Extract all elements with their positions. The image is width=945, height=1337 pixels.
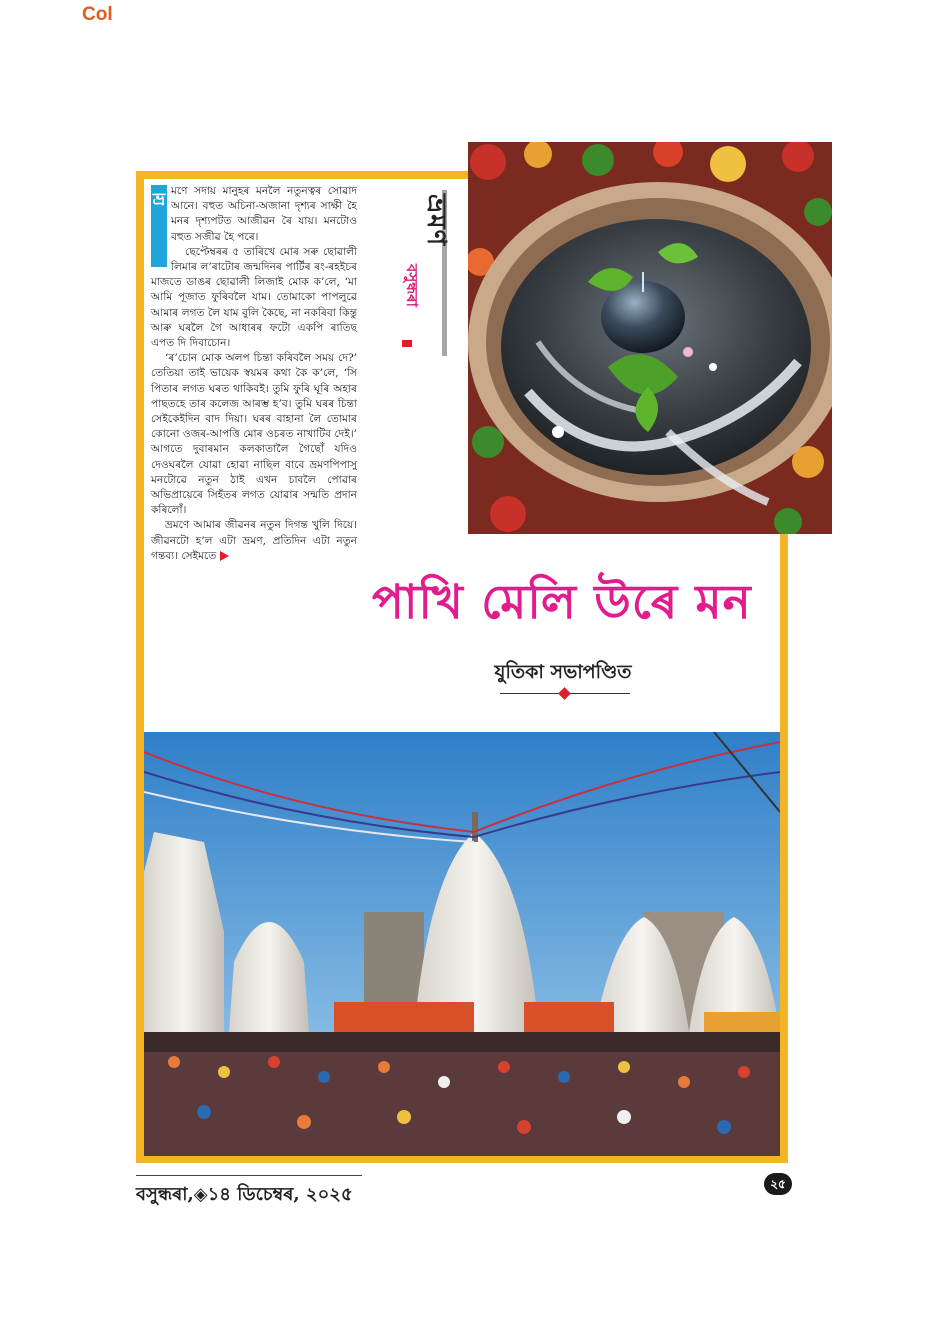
column-subtitle: বসুন্ধৰা (403, 264, 421, 307)
frame-border-bottom (136, 1155, 788, 1163)
column-red-mark (402, 340, 412, 347)
frame-border-right (780, 532, 788, 1163)
column-label (398, 190, 450, 358)
page-number: ২৫ (764, 1173, 792, 1195)
shivalinga-photo (468, 142, 832, 534)
article-paragraph: ‘ৰ’চোন মোক অলপ চিন্তা কৰিবলৈ সময় দে?’ তেতিয়া তাই ভায়েক স্বয়মৰ কথা কৈ ক’লে, ‘সি পিতাৰ লগত ঘৰত থাকিবই। তুমি ফুৰি ঘূৰি অহাৰ পাছতহে তাৰ কলেজ আৰম্ভ হ’ব। তুমি ঘৰৰ চিন্তা সেইকেইদিন বাদ দিয়া। ঘৰৰ বাহানা লৈ তোমাৰ কোনো ওজৰ-আপত্তি মোৰ ওচৰত নাখাটিব দেই।’ আগতে দুবাৰমান কলকাতালৈ গৈছোঁ যদিও দেওঘৰলৈ যোৱা হোৱা নাছিল বাবে ভ্ৰমণপিপাসু মনটোৱে নতুন ঠাই এখন চাবলৈ পোৱাৰ অভিপ্ৰায়েৰে সিহঁতৰ লগত যোৱাৰ সন্মতি প্ৰদান কৰিলোঁ। (151, 352, 357, 517)
article-paragraph-text: ভ্ৰমণে আমাৰ জীৱনৰ নতুন দিগন্ত খুলি দিয়ে। জীৱনটো হ’ল এটা ভ্ৰমণ, প্ৰতিদিন এটা নতুন গন্তব্য। সেইমতে (151, 519, 357, 562)
continue-arrow-icon (220, 551, 229, 561)
article-body (151, 184, 357, 564)
column-title: ভ্ৰমণ (421, 194, 451, 247)
article-paragraph: মণে সদায় মানুহৰ মনলৈ নতুনত্বৰ সোৱাদ আনে। বহুত অচিনা-অজানা দৃশ্যৰ সাক্ষী হৈ মনৰ দৃশ্যপটত আজীৱন ৰৈ যায়। মনটোও বহুত সজীৱ হৈ পৰে। (171, 185, 357, 243)
article-paragraph: ছেপ্টেম্বৰৰ ৫ তাৰিখে মোৰ সৰু ছোৱালী লিমাৰ ল’ৰাটোৰ জন্মদিনৰ পাৰ্টিৰ ৰং-ৰহইচৰ মাজতে ডাঙৰ ছোৱালী লিজাই মোক ক’লে, ‘মা আমি পূজাত ফুৰিবলৈ যাম। তোমাকো পাপলুৱে আমাৰ লগত লৈ যাম বুলি কৈছে, না নকৰিবা কিন্তু আৰু ঘৰলৈ গৈ আধাৰৰ ফটো একপি ৰাতিছ এপত দি দিবাচোন। (151, 245, 357, 350)
footer-rule (136, 1175, 362, 1176)
article-paragraph (151, 518, 357, 564)
frame-border-left (136, 171, 144, 1163)
author-name: যুতিকা সভাপণ্ডিত (494, 661, 632, 683)
corner-tag: Col (82, 4, 113, 25)
dropcap: ভ্ৰ (151, 185, 167, 267)
headline: পাখি মেলি উৰে মন (372, 575, 752, 630)
temple-photo (144, 732, 780, 1156)
frame-border-top (136, 171, 470, 179)
footer-publication: বসুন্ধৰা,◈১৪ ডিচেম্বৰ, ২০২৫ (136, 1184, 353, 1205)
